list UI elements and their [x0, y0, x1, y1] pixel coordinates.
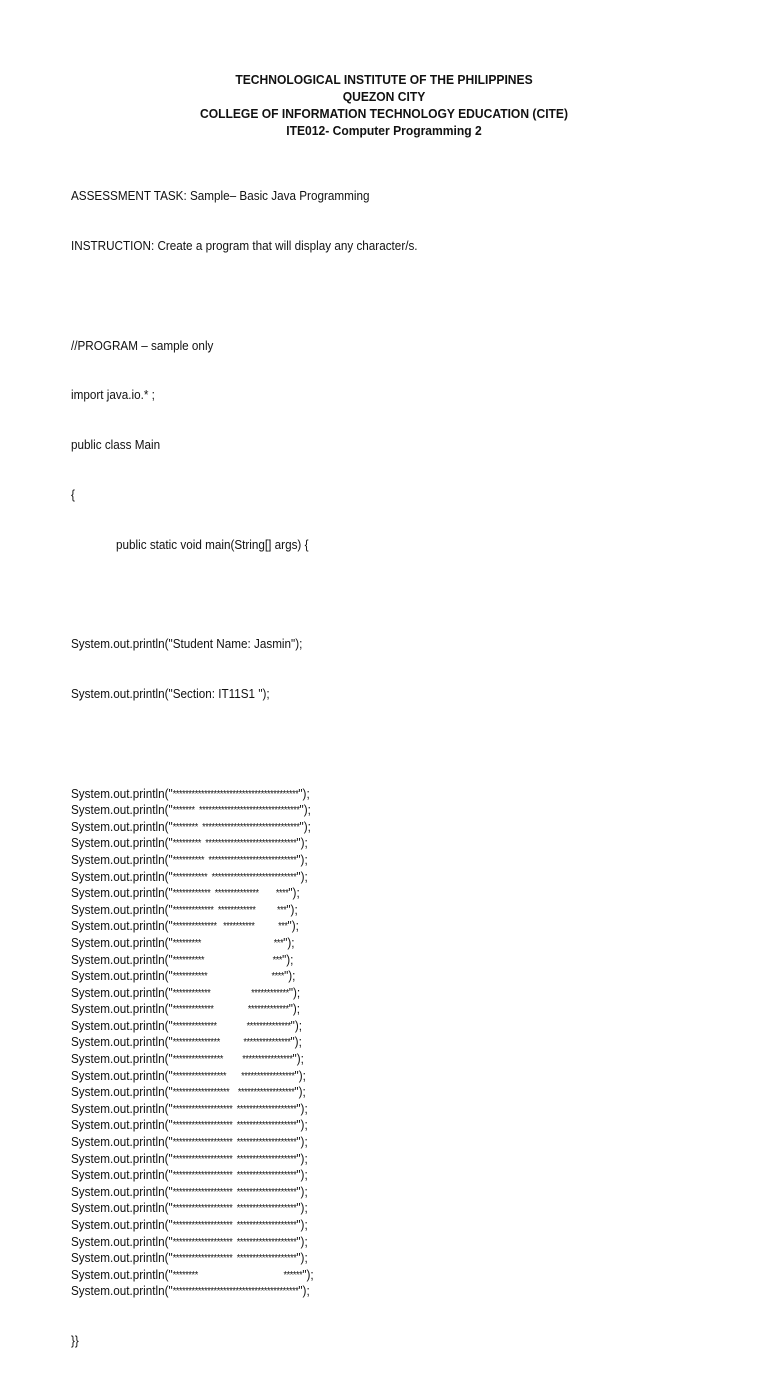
stars-right: *************************** — [211, 871, 297, 883]
stars-left: ************* ************ — [172, 904, 256, 916]
stars-left: ******************* — [172, 1220, 233, 1231]
stars-right: ******************* — [236, 1236, 297, 1248]
stars-left: ****************** — [172, 1087, 230, 1099]
stars-right: **** — [275, 888, 289, 900]
code-print-line — [71, 1051, 418, 1068]
print-prefix: System.out.println(" — [71, 1250, 173, 1266]
code-print-line — [71, 968, 418, 985]
print-suffix: "); — [298, 1283, 310, 1299]
print-prefix: System.out.println(" — [71, 1134, 173, 1150]
stars-left: ***************** — [172, 1070, 227, 1082]
code-class-declaration: public class Main — [71, 437, 161, 453]
stars-gap — [226, 1071, 241, 1082]
stars-left: ******************* — [172, 1120, 233, 1132]
header-city: QUEZON CITY — [342, 89, 426, 104]
print-suffix: "); — [296, 1100, 308, 1116]
code-print-line — [71, 985, 418, 1002]
print-suffix: "); — [299, 802, 311, 818]
stars-left: ******************* — [172, 1103, 233, 1115]
stars-right: ***************************** — [205, 838, 297, 850]
code-print-line — [71, 786, 418, 803]
document-body — [71, 155, 418, 1383]
stars-left: ******************* — [172, 1137, 233, 1149]
print-suffix: "); — [290, 1017, 302, 1033]
stars-gap — [198, 1270, 284, 1281]
code-print-line — [71, 1234, 418, 1251]
stars-right: **************** — [242, 1054, 293, 1066]
code-print-line — [71, 852, 418, 869]
print-prefix: System.out.println(" — [71, 1034, 173, 1050]
print-prefix: System.out.println(" — [71, 918, 173, 934]
code-print-line — [71, 1283, 418, 1300]
code-main-declaration: public static void main(String[] args) { — [116, 536, 309, 552]
stars-right: ************* — [247, 1004, 289, 1016]
header-college: COLLEGE OF INFORMATION TECHNOLOGY EDUCATION (CITE) — [199, 106, 569, 121]
print-prefix: System.out.println(" — [71, 1283, 173, 1299]
instruction: INSTRUCTION: Create a program that will display any character/s. — [71, 237, 418, 253]
stars-right: ******************* — [236, 1253, 297, 1265]
code-print-line — [71, 1167, 418, 1184]
stars-left: ******** — [172, 821, 198, 833]
print-prefix: System.out.println(" — [71, 802, 173, 818]
code-print-line — [71, 802, 418, 819]
code-print-line — [71, 1034, 418, 1051]
code-print-line — [71, 1018, 418, 1035]
print-prefix: System.out.println(" — [71, 1100, 173, 1116]
document-header — [27, 71, 741, 139]
print-suffix: "); — [292, 1051, 304, 1067]
print-suffix: "); — [296, 868, 308, 884]
spacer — [71, 736, 418, 753]
stars-right: **** — [271, 971, 285, 983]
stars-left: ******************* — [172, 1253, 233, 1265]
print-prefix: System.out.println(" — [71, 984, 173, 1000]
print-suffix: "); — [296, 1250, 308, 1266]
stars-left: **************************************** — [172, 788, 299, 800]
print-suffix: "); — [296, 851, 308, 867]
print-prefix: System.out.println(" — [71, 1067, 173, 1083]
stars-right: ************ — [251, 987, 289, 999]
print-prefix: System.out.println(" — [71, 1051, 173, 1067]
ascii-art-code-block — [71, 786, 418, 1300]
stars-right: ******************* — [236, 1137, 297, 1149]
print-prefix: System.out.println(" — [71, 785, 173, 801]
stars-left: ************** — [172, 1020, 217, 1032]
stars-left: *********** — [172, 871, 208, 883]
stars-right: **************************** — [208, 854, 297, 866]
stars-left: ********** — [172, 954, 205, 966]
print-suffix: "); — [287, 918, 299, 934]
stars-left: ******************* — [172, 1153, 233, 1165]
spacer — [71, 288, 418, 305]
stars-right: *** — [273, 937, 284, 949]
print-prefix: System.out.println(" — [71, 1217, 173, 1232]
code-print-line — [71, 1134, 418, 1151]
code-print-line — [71, 885, 418, 902]
stars-left: **************** — [172, 1054, 223, 1066]
stars-left: ******************* — [172, 1236, 233, 1248]
code-import: import java.io.* ; — [71, 387, 155, 403]
stars-left: *************** — [172, 1037, 220, 1049]
stars-gap — [217, 1021, 247, 1032]
stars-right: ******************************** — [198, 805, 300, 817]
print-prefix: System.out.println(" — [71, 1266, 173, 1282]
code-print-line — [71, 1101, 418, 1118]
code-print-line — [71, 952, 418, 969]
stars-right: ******************* — [236, 1120, 297, 1132]
stars-right: ****** — [283, 1269, 303, 1281]
stars-right: *************** — [243, 1037, 291, 1049]
stars-left: ********* — [172, 937, 201, 949]
code-print-line — [71, 1184, 418, 1201]
code-print-line — [71, 869, 418, 886]
stars-gap — [214, 1004, 248, 1015]
code-open-brace: { — [71, 486, 75, 502]
print-prefix: System.out.println(" — [71, 1183, 173, 1199]
print-suffix: "); — [290, 1034, 302, 1050]
print-prefix: System.out.println(" — [71, 1167, 173, 1183]
stars-left: ************* — [172, 1004, 214, 1016]
print-suffix: "); — [286, 901, 298, 917]
stars-right: *** — [278, 921, 288, 933]
stars-left: ************** ********** — [172, 921, 255, 933]
print-prefix: System.out.println(" — [71, 818, 173, 834]
stars-gap — [201, 938, 274, 949]
stars-left: ******************* — [172, 1203, 233, 1215]
stars-gap — [256, 905, 277, 916]
print-prefix: System.out.println(" — [71, 1017, 173, 1033]
stars-left: ************ — [172, 987, 211, 999]
stars-right: ******************* — [236, 1170, 297, 1182]
print-suffix: "); — [296, 1217, 308, 1232]
stars-gap — [220, 1037, 244, 1048]
print-prefix: System.out.println(" — [71, 1233, 173, 1249]
code-print-line — [71, 1217, 418, 1234]
stars-right: ************** — [246, 1020, 291, 1032]
stars-right: ******************* — [236, 1220, 297, 1231]
code-print-line — [71, 1068, 418, 1085]
print-prefix: System.out.println(" — [71, 968, 173, 984]
print-suffix: "); — [283, 934, 295, 950]
header-course: ITE012- Computer Programming 2 — [286, 123, 482, 138]
print-prefix: System.out.println(" — [71, 1084, 173, 1100]
print-suffix: "); — [296, 1167, 308, 1183]
stars-right: ******************* — [236, 1203, 297, 1215]
code-print-line — [71, 819, 418, 836]
print-suffix: "); — [299, 818, 311, 834]
code-section-line: System.out.println("Section: IT11S1 "); — [71, 686, 270, 701]
code-print-line — [71, 918, 418, 935]
stars-gap — [210, 988, 251, 999]
print-suffix: "); — [296, 1183, 308, 1199]
print-suffix: "); — [282, 951, 294, 967]
print-prefix: System.out.println(" — [71, 835, 173, 851]
code-print-line — [71, 835, 418, 852]
stars-right: ***************** — [241, 1070, 295, 1082]
print-suffix: "); — [302, 1266, 314, 1282]
assessment-task: ASSESSMENT TASK: Sample– Basic Java Programming — [71, 188, 370, 204]
print-prefix: System.out.println(" — [71, 1117, 173, 1133]
print-prefix: System.out.println(" — [71, 868, 173, 884]
print-suffix: "); — [284, 968, 296, 984]
stars-gap — [255, 921, 279, 932]
code-print-line — [71, 1151, 418, 1168]
code-comment: //PROGRAM – sample only — [71, 337, 214, 353]
stars-left: ************ ************** — [172, 888, 259, 900]
stars-right: ******************* — [236, 1186, 297, 1198]
print-suffix: "); — [294, 1084, 306, 1100]
stars-left: ********* — [172, 838, 201, 850]
stars-gap — [259, 888, 276, 899]
stars-gap — [223, 1054, 242, 1065]
print-suffix: "); — [296, 1134, 308, 1150]
print-prefix: System.out.println(" — [71, 901, 173, 917]
header-institute: TECHNOLOGICAL INSTITUTE OF THE PHILIPPINES — [235, 72, 533, 87]
code-print-line — [71, 1250, 418, 1267]
stars-gap — [229, 1087, 238, 1098]
print-suffix: "); — [296, 1233, 308, 1249]
code-print-line — [71, 1117, 418, 1134]
code-student-name-line: System.out.println("Student Name: Jasmin"); — [71, 636, 303, 652]
stars-left: **************************************** — [172, 1286, 299, 1298]
print-prefix: System.out.println(" — [71, 885, 173, 901]
spacer — [71, 586, 418, 603]
code-close-braces: }} — [71, 1333, 79, 1349]
print-suffix: "); — [288, 984, 301, 1000]
stars-right: ******************* — [236, 1103, 297, 1115]
print-prefix: System.out.println(" — [71, 1150, 173, 1166]
code-print-line — [71, 1084, 418, 1101]
stars-right: ****************** — [237, 1087, 295, 1099]
code-print-line — [71, 935, 418, 952]
print-prefix: System.out.println(" — [71, 851, 173, 867]
print-suffix: "); — [296, 835, 308, 851]
print-suffix: "); — [298, 785, 310, 801]
stars-right: ******************************* — [202, 821, 300, 833]
stars-left: ******************* — [172, 1170, 233, 1182]
print-suffix: "); — [288, 1001, 300, 1017]
stars-gap — [207, 971, 271, 982]
code-print-line — [71, 902, 418, 919]
stars-right: *** — [272, 954, 283, 966]
print-suffix: "); — [296, 1200, 308, 1216]
print-prefix: System.out.println(" — [71, 1001, 173, 1017]
stars-left: ********** — [172, 854, 205, 866]
code-print-line — [71, 1200, 418, 1217]
stars-right: ******************* — [236, 1153, 297, 1165]
print-prefix: System.out.println(" — [71, 951, 173, 967]
print-suffix: "); — [296, 1150, 308, 1166]
print-suffix: "); — [288, 885, 300, 901]
print-suffix: "); — [296, 1117, 308, 1133]
stars-left: ******** — [172, 1269, 198, 1281]
code-print-line — [71, 1001, 418, 1018]
print-prefix: System.out.println(" — [71, 934, 173, 950]
code-print-line — [71, 1267, 418, 1284]
stars-left: ******* — [172, 805, 195, 817]
print-prefix: System.out.println(" — [71, 1200, 173, 1216]
stars-right: *** — [276, 904, 287, 916]
stars-gap — [204, 955, 272, 966]
print-suffix: "); — [294, 1067, 306, 1083]
stars-left: ******************* — [172, 1186, 233, 1198]
stars-left: *********** — [172, 971, 208, 983]
